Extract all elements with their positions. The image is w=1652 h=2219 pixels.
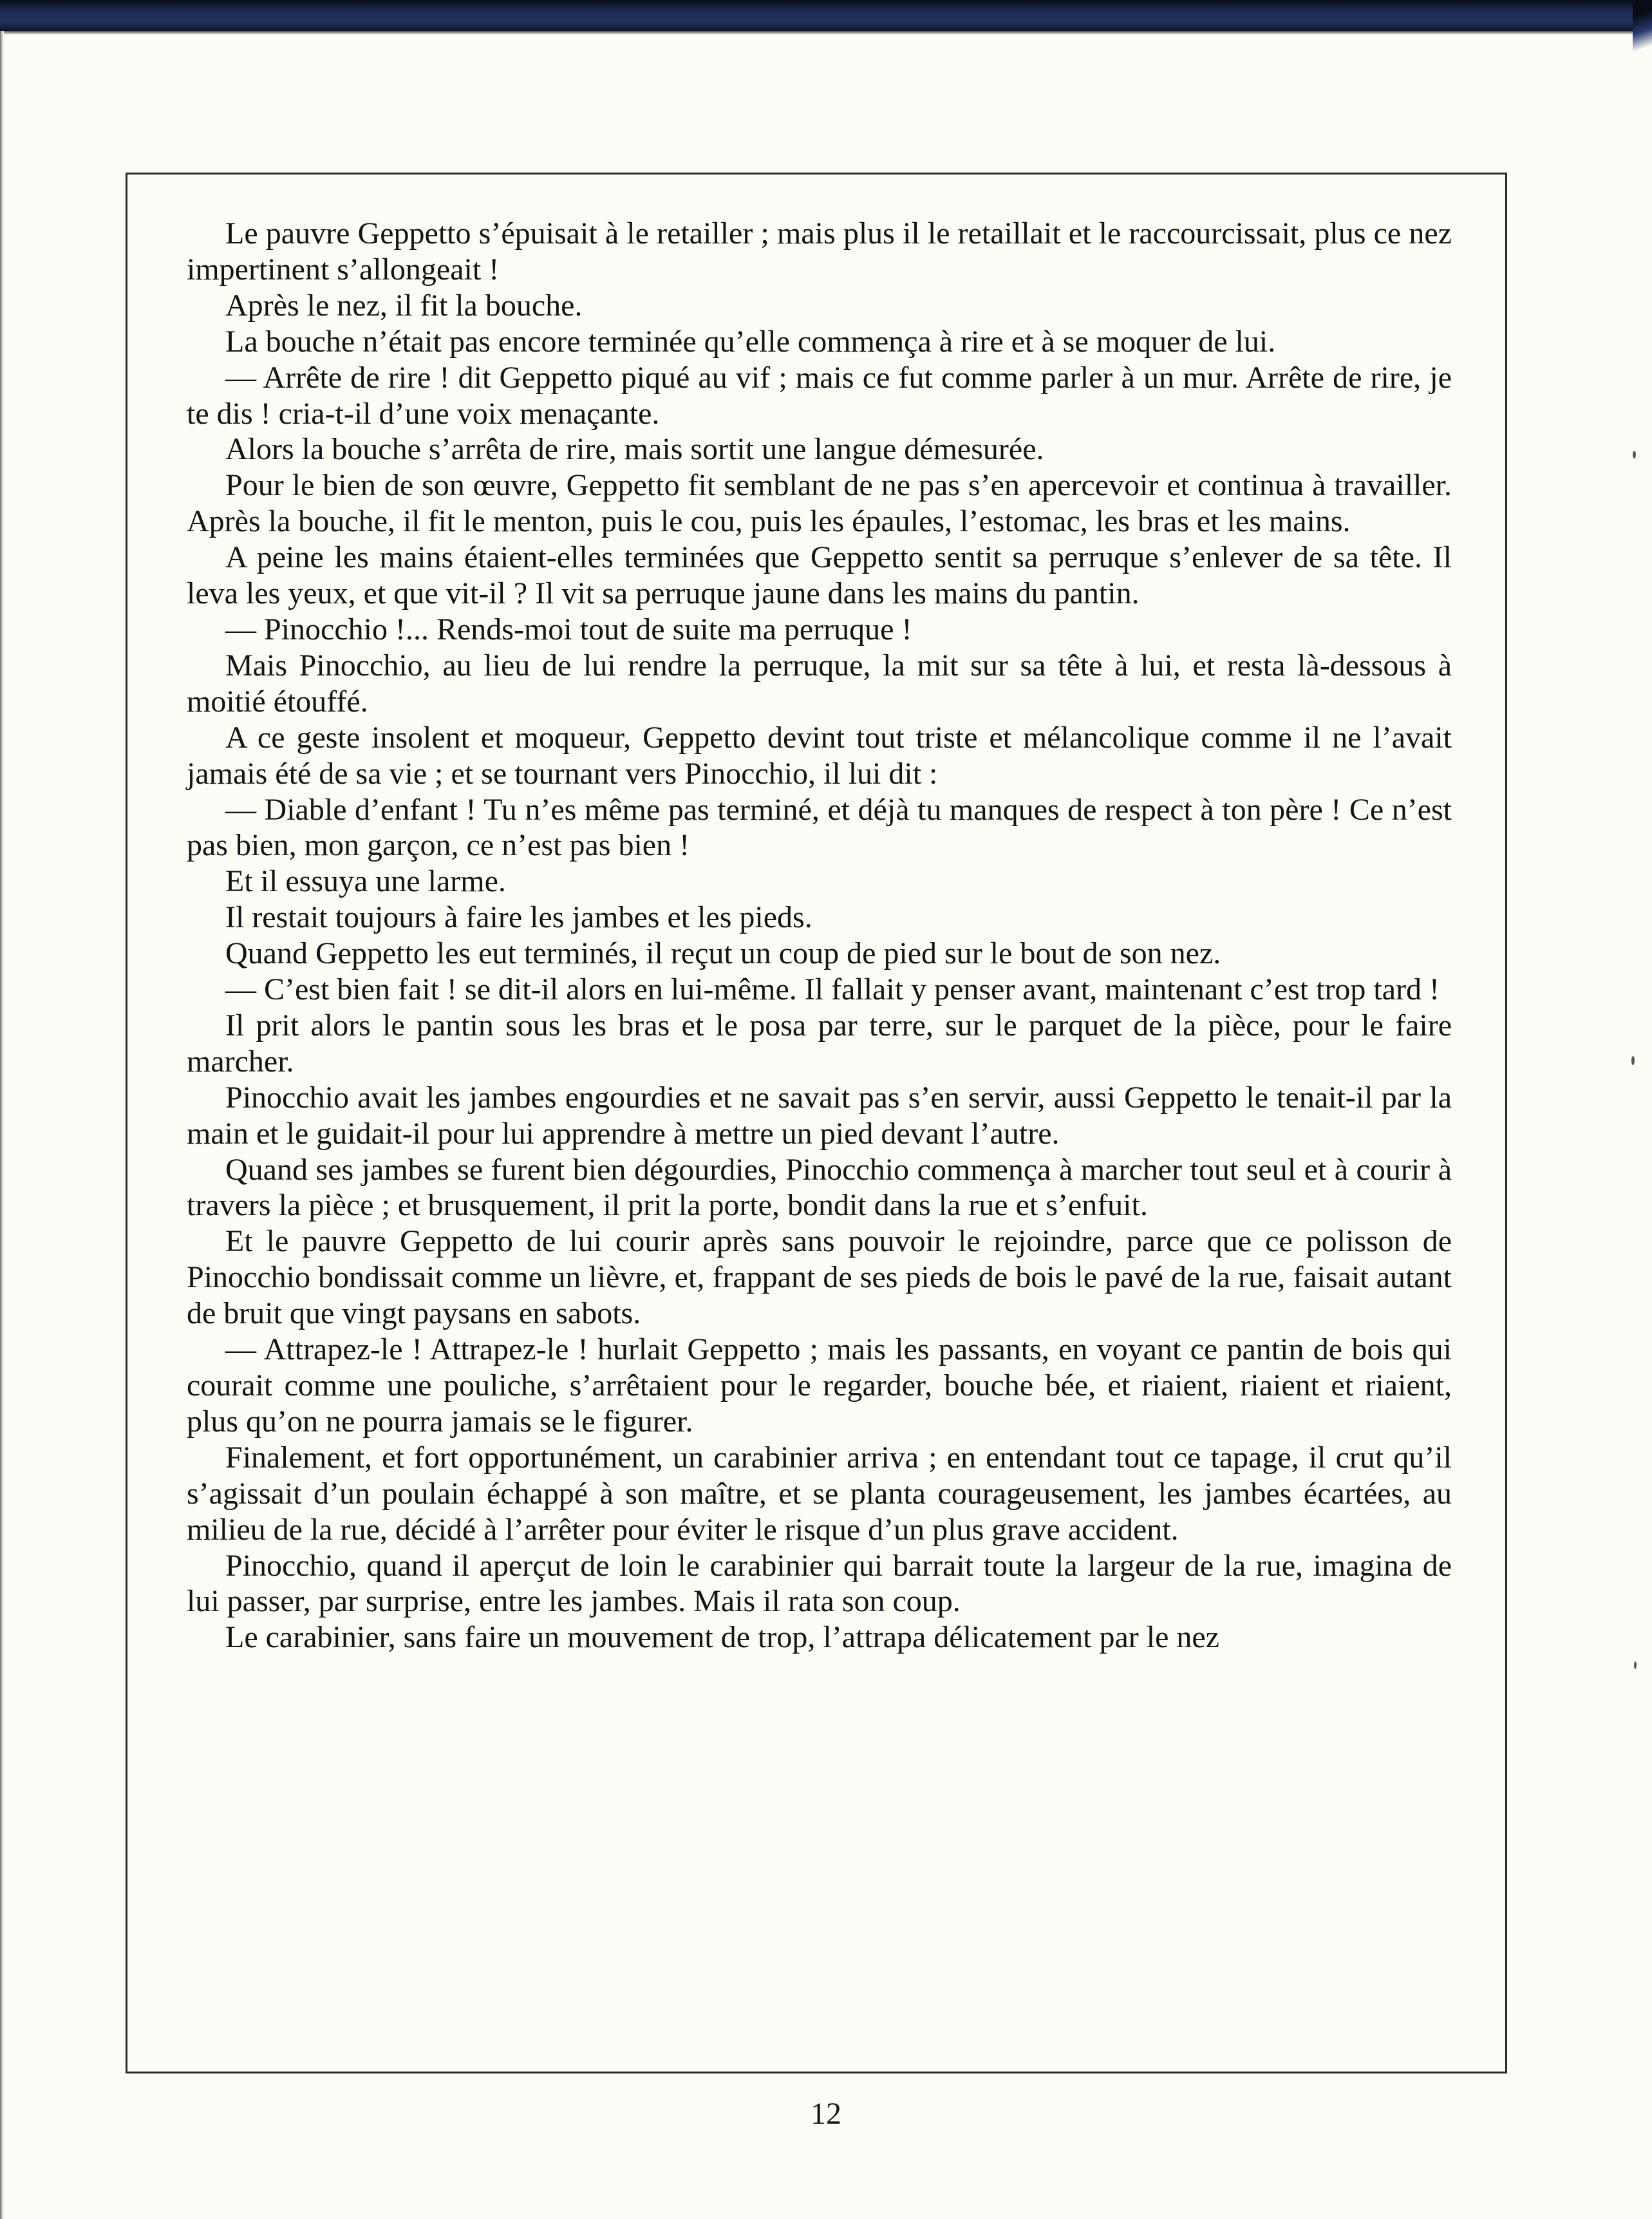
paragraph: Alors la bouche s’arrêta de rire, mais sortit une langue démesurée. [225, 432, 1044, 467]
paragraph: Et le pauvre Geppetto de lui courir après sans pouvoir le rejoindre, parce que ce polisson de Pinocchio bondissait comme un lièvre, et, frappant de ses pieds de bois le pavé de la rue, faisait autant de bruit que vingt paysans en sabots. [187, 1224, 1452, 1331]
paragraph: A peine les mains étaient-elles terminées que Geppetto sentit sa perruque s’enlever de sa tête. Il leva les yeux, et que vit-il ? Il vit sa perruque jaune dans les mains du pantin. [187, 540, 1452, 611]
paragraph: Quand ses jambes se furent bien dégourdies, Pinocchio commença à marcher tout seul et à courir à travers la pièce ; et brusquement, il prit la porte, bondit dans la rue et s’enfuit. [187, 1152, 1452, 1223]
paragraph: — Arrête de rire ! dit Geppetto piqué au vif ; mais ce fut comme parler à un mur. Arrête de rire, je te dis ! cria-t-il d’une voix menaçante. [187, 360, 1452, 431]
paragraph: Il restait toujours à faire les jambes et les pieds. [225, 900, 812, 935]
scan-speck [1631, 1056, 1635, 1065]
scan-speck [1634, 1661, 1637, 1669]
paragraph: Et il essuya une larme. [225, 864, 506, 899]
paragraph: Pinocchio avait les jambes engourdies et ne savait pas s’en servir, aussi Geppetto le tenait-il par la main et le guidait-il pour lui apprendre à mettre un pied devant l’autre. [187, 1080, 1452, 1151]
binding-shadow [0, 31, 1652, 35]
page-body-text [187, 216, 1452, 1656]
paragraph: Après le nez, il fit la bouche. [225, 288, 583, 323]
page-number: 12 [811, 2097, 841, 2131]
page-left-edge [0, 31, 4, 2219]
paragraph: Le carabinier, sans faire un mouvement de trop, l’attrapa délicatement par le nez [225, 1620, 1220, 1655]
paragraph: Pinocchio, quand il aperçut de loin le carabinier qui barrait toute la largeur de la rue, imagina de lui passer, par surprise, entre les jambes. Mais il rata son coup. [187, 1548, 1452, 1619]
paragraph: — Attrapez-le ! Attrapez-le ! hurlait Geppetto ; mais les passants, en voyant ce pantin de bois qui courait comme une pouliche, s’arrêtaient pour le regarder, bouche bée, et riaient, riaient et riaient, plus qu’on ne pourra jamais se le figurer. [187, 1332, 1452, 1439]
page-corner [1633, 0, 1652, 52]
paragraph: Mais Pinocchio, au lieu de lui rendre la perruque, la mit sur sa tête à lui, et resta là-dessous à moitié étouffé. [187, 648, 1452, 719]
paragraph: La bouche n’était pas encore terminée qu’elle commença à rire et à se moquer de lui. [225, 324, 1276, 359]
scan-speck [1633, 451, 1636, 458]
book-binding-edge [0, 0, 1652, 31]
paragraph: A ce geste insolent et moqueur, Geppetto devint tout triste et mélancolique comme il ne l’avait jamais été de sa vie ; et se tournant vers Pinocchio, il lui dit : [187, 720, 1452, 791]
paragraph: Le pauvre Geppetto s’épuisait à le retailler ; mais plus il le retaillait et le raccourcissait, plus ce nez impertinent s’allongeait ! [187, 216, 1452, 287]
paragraph: Finalement, et fort opportunément, un carabinier arriva ; en entendant tout ce tapage, il crut qu’il s’agissait d’un poulain échappé à son maître, et se planta courageusement, les jambes écartées, au milieu de la rue, décidé à l’arrêter pour éviter le risque d’un plus grave accident. [187, 1440, 1452, 1547]
paragraph: Quand Geppetto les eut terminés, il reçut un coup de pied sur le bout de son nez. [225, 936, 1221, 971]
paragraph: Il prit alors le pantin sous les bras et le posa par terre, sur le parquet de la pièce, pour le faire marcher. [187, 1008, 1452, 1079]
paragraph: — Pinocchio !... Rends-moi tout de suite ma perruque ! [225, 612, 912, 647]
paragraph: — Diable d’enfant ! Tu n’es même pas terminé, et déjà tu manques de respect à ton père ! Ce n’est pas bien, mon garçon, ce n’est pas bien ! [187, 792, 1452, 863]
paragraph: Pour le bien de son œuvre, Geppetto fit semblant de ne pas s’en apercevoir et continua à travailler. Après la bouche, il fit le menton, puis le cou, puis les épaules, l’estomac, les bras et les mains. [187, 468, 1452, 539]
paragraph: — C’est bien fait ! se dit-il alors en lui-même. Il fallait y penser avant, maintenant c’est trop tard ! [225, 972, 1440, 1007]
